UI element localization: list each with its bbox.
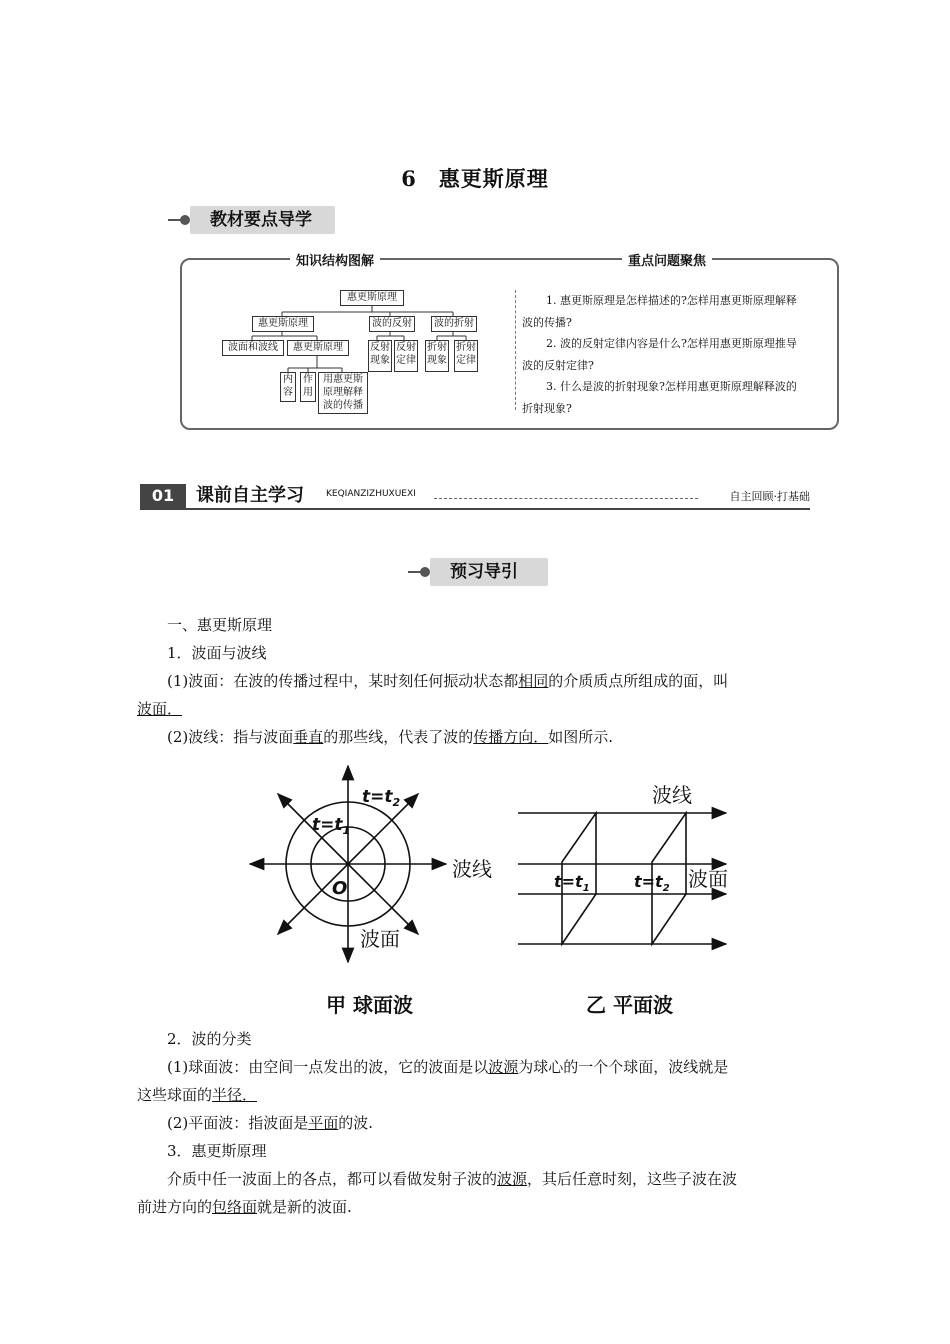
- para-principle: [137, 1165, 817, 1193]
- focus-questions: [522, 290, 827, 419]
- heading-classification: 2．波的分类: [167, 1030, 252, 1048]
- spherical-wave-diagram: [250, 766, 446, 962]
- question-line: 1. 惠更斯原理是怎样描述的?怎样用惠更斯原理解释: [546, 294, 797, 307]
- text-body-top: [137, 611, 817, 751]
- caption-spherical: 甲 球面波: [326, 993, 413, 1017]
- answer-span: 波源: [488, 1058, 519, 1076]
- question-line: 2. 波的反射定律内容是什么?怎样用惠更斯原理推导: [546, 337, 797, 350]
- label-ray-right: 波线: [652, 783, 692, 807]
- text-span: 的那些线，代表了波的: [323, 728, 474, 746]
- banner-preview: [430, 558, 548, 586]
- answer-span: 相同: [518, 672, 549, 690]
- section-pinyin: KEQIANZIZHUXUEXI: [326, 489, 416, 499]
- label-origin: O: [332, 878, 348, 899]
- focus-tab: 重点问题聚焦: [622, 250, 712, 269]
- label-sub: 1: [582, 883, 590, 894]
- banner-label: 预习导引: [450, 562, 518, 582]
- section-dash: [434, 498, 698, 499]
- tree-node-wavefront-ray: 波面和波线: [222, 340, 284, 356]
- banner-label: 教材要点导学: [210, 210, 312, 230]
- text-span: 就是新的波面.: [257, 1198, 352, 1216]
- answer-span: 半径．: [212, 1086, 258, 1104]
- banner-textbook-guide: [190, 206, 335, 234]
- answer-span: 包络面: [212, 1198, 258, 1216]
- text-span: ，其后任意时刻，这些子波在波: [527, 1170, 738, 1188]
- banner-dot: [180, 215, 190, 225]
- page-title: 6 惠更斯原理: [401, 166, 549, 191]
- label-text: t=t: [554, 872, 583, 891]
- label-t1-right: [554, 872, 590, 894]
- heading-wavefront: 1．波面与波线: [167, 644, 267, 662]
- tree-node-refraction: 波的折射: [431, 316, 477, 332]
- tree-node-function: 作用: [300, 372, 316, 402]
- text-span: 前进方向的: [137, 1198, 213, 1216]
- text-body-bottom: [137, 1025, 817, 1221]
- label-t1-left: [312, 815, 350, 837]
- answer-span: 平面: [308, 1114, 339, 1132]
- text-span: (1)波面：在波的传播过程中，某时刻任何振动状态都: [167, 672, 519, 690]
- knowledge-frame: [180, 254, 839, 430]
- heading-principle: 3．惠更斯原理: [167, 1142, 267, 1160]
- label-sub: 2: [662, 883, 670, 894]
- text-span: 这些球面的: [137, 1086, 213, 1104]
- text-span: 的波.: [338, 1114, 374, 1132]
- question-line: 波的反射定律?: [522, 358, 594, 372]
- para-spherical-cont: [137, 1081, 817, 1109]
- heading-huygens: 一、惠更斯原理: [167, 616, 273, 634]
- tree-node-reflection: 波的反射: [369, 316, 415, 332]
- tree-root: 惠更斯原理: [340, 290, 404, 306]
- answer-span: 波面．: [137, 700, 183, 718]
- para-plane: [137, 1109, 817, 1137]
- tree-node-content: 内容: [280, 372, 296, 402]
- label-text: t=t: [634, 872, 663, 891]
- question-line: 3. 什么是波的折射现象?怎样用惠更斯原理解释波的: [546, 380, 797, 393]
- question-line: 折射现象?: [522, 401, 572, 415]
- tree-node-explain: 用惠更斯原理解释波的传播: [318, 372, 368, 414]
- caption-plane: 乙 平面波: [586, 993, 673, 1017]
- frame-divider: [515, 290, 516, 410]
- text-span: 为球心的一个个球面，波线就是: [518, 1058, 729, 1076]
- section-number: 01: [140, 484, 186, 508]
- answer-span: 波源: [497, 1170, 528, 1188]
- para-wavefront: [137, 667, 817, 695]
- label-front-right: 波面: [688, 867, 728, 891]
- tree-node-reflection-phenomenon: 反射现象: [368, 340, 392, 372]
- label-text: t=t: [312, 815, 343, 835]
- answer-span: 传播方向．: [473, 728, 549, 746]
- para-ray: [137, 723, 817, 751]
- banner-dot: [420, 567, 430, 577]
- tree-node-reflection-law: 反射定律: [394, 340, 418, 372]
- para-spherical: [137, 1053, 817, 1081]
- tree-diagram: [182, 260, 512, 428]
- tree-node-huygens-2: 惠更斯原理: [287, 340, 349, 356]
- section-01-header: [140, 484, 810, 508]
- text-span: (1)球面波：由空间一点发出的波，它的波面是以: [167, 1058, 489, 1076]
- tree-node-refraction-phenomenon: 折射现象: [425, 340, 449, 372]
- label-t2-right: [634, 872, 670, 894]
- para-wavefront-cont: [137, 695, 817, 723]
- text-span: 如图所示.: [548, 728, 614, 746]
- wave-figure: [240, 760, 760, 1030]
- label-t2-left: [362, 787, 401, 809]
- answer-span: 垂直: [293, 728, 324, 746]
- label-text: t=t: [362, 787, 393, 807]
- label-front-left: 波面: [360, 927, 400, 951]
- tree-node-refraction-law: 折射定律: [454, 340, 478, 372]
- text-span: 的介质质点所组成的面，叫: [548, 672, 729, 690]
- text-span: 介质中任一波面上的各点，都可以看做发射子波的: [167, 1170, 498, 1188]
- label-ray-left: 波线: [452, 857, 492, 881]
- label-sub: 1: [342, 824, 351, 837]
- tree-node-huygens: 惠更斯原理: [252, 316, 314, 332]
- knowledge-tab: 知识结构图解: [290, 250, 380, 269]
- label-sub: 2: [392, 796, 401, 809]
- text-span: (2)平面波：指波面是: [167, 1114, 309, 1132]
- section-title: 课前自主学习: [196, 485, 304, 506]
- section-underline: [140, 508, 810, 510]
- section-tag: 自主回顾·打基础: [729, 490, 810, 503]
- text-span: (2)波线：指与波面: [167, 728, 294, 746]
- question-line: 波的传播?: [522, 315, 572, 329]
- para-principle-cont: [137, 1193, 817, 1221]
